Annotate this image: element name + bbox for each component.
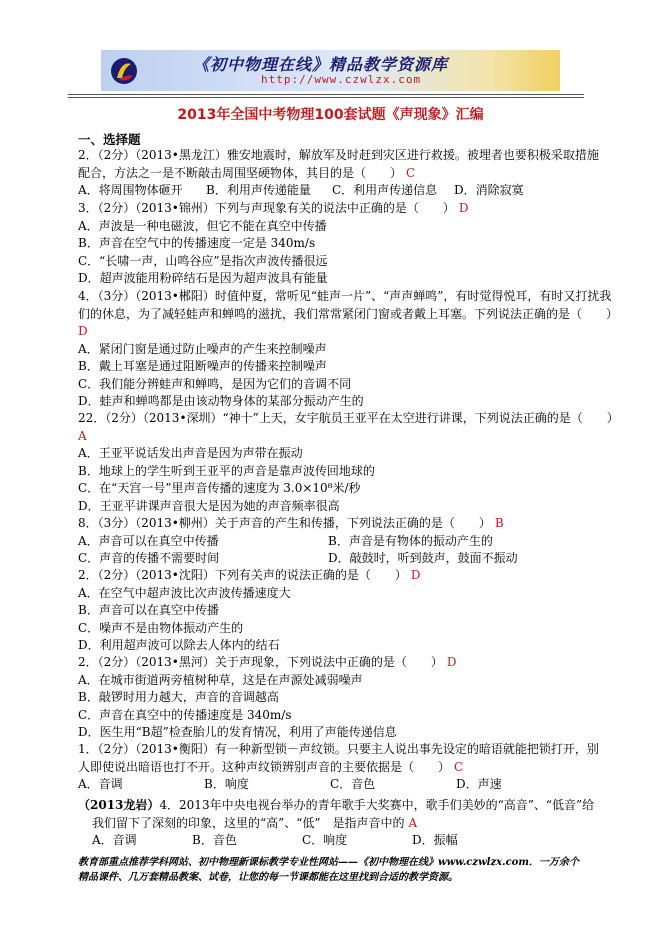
- option-b: B．戴上耳塞是通过阻断噪声的传播来控制噪声: [78, 359, 327, 373]
- banner-url: http://www.czwlzx.com: [261, 73, 422, 86]
- option-d: D．声速: [456, 777, 502, 791]
- header-rule-top: [68, 94, 584, 95]
- option-b: B．音色: [192, 833, 237, 847]
- option-a: A．在空气中超声波比次声波传播速度大: [78, 585, 291, 600]
- footer-note: 教育部重点推荐学科网站、初中物理新课标教学专业性网站——《初中物理在线》www.czwlzx.com．一万余个精品课件、几万套精品教案、试卷，让您的每一节课都能在这里找到合适的教学资源。: [78, 857, 579, 883]
- question-line: 配合，方法之一是不断敲击周围坚硬物体，其目的是（ ） C: [78, 165, 416, 180]
- question-3: [78, 288, 619, 411]
- option-a: A．将周围物体砸开: [78, 183, 183, 197]
- question-5: [78, 515, 584, 568]
- option-b: B．声音可以在真空中传播: [78, 603, 219, 617]
- option-a: A．王亚平说话发出声音是因为声带在振动: [78, 446, 303, 460]
- option-d: D．蛙声和蝉鸣都是由该动物身体的某部分振动产生的: [78, 394, 364, 408]
- question-4: [78, 410, 619, 515]
- question-line: 2．（2分）（2013•黑龙江）雅安地震时，解放军及时赶到灾区进行救援。被埋者也要积极采取措施: [78, 148, 599, 162]
- section-heading: 一、选择题: [78, 132, 141, 147]
- question-2: [78, 200, 584, 288]
- option-c: C．噪声不是由物体振动产生的: [78, 620, 244, 635]
- option-c: C．音色: [330, 777, 376, 791]
- options-row: [78, 776, 584, 794]
- option-a: A．紧闭门窗是通过防止噪声的产生来控制噪声: [78, 341, 327, 356]
- answer-mark: D: [410, 568, 421, 582]
- question-1: [78, 147, 599, 200]
- option-a: A．音调: [92, 833, 137, 847]
- answer-mark: A: [408, 815, 418, 830]
- question-line: 人即使说出暗语也打不开。这种声纹锁辨别声音的主要依据是（ ） C: [78, 759, 464, 774]
- question-line: 我们留下了深刻的印象，这里的“高”、“低” 是指声音中的 A: [92, 815, 418, 830]
- option-d: D．敲鼓时，听到鼓声，鼓面不振动: [328, 551, 518, 565]
- option-c: C．声音的传播不需要时间: [78, 551, 220, 565]
- site-logo-icon: [109, 56, 139, 86]
- option-b: B．响度: [204, 777, 249, 791]
- question-9: [78, 797, 595, 850]
- option-b: B．敲锣时用力越大，声音的音调越高: [78, 690, 279, 704]
- answer-mark: C: [454, 759, 464, 774]
- option-b: B．声音是有物体的振动产生的: [328, 533, 493, 548]
- option-a: A．音调: [78, 777, 123, 791]
- answer-mark: B: [494, 516, 504, 530]
- question-line: 2．（2分）（2013•沈阳）下列有关声的说法正确的是（ ） D: [78, 568, 421, 582]
- question-8: [78, 741, 599, 794]
- option-a: A．声音可以在真空中传播: [78, 533, 219, 548]
- answer-mark: A: [78, 428, 87, 443]
- question-source: （2013龙岩）: [78, 798, 160, 812]
- options-row: [78, 832, 584, 850]
- option-b: B．利用声传递能量: [206, 183, 311, 197]
- option-d: D．利用超声波可以除去人体内的结石: [78, 638, 280, 652]
- option-a: A．声波是一种电磁波，但它不能在真空中传播: [78, 218, 327, 233]
- option-d: D．振幅: [412, 833, 458, 847]
- question-line: 2．（2分）（2013•黑河）关于声现象，下列说法中正确的是（ ） D: [78, 655, 457, 669]
- answer-mark: D: [458, 201, 469, 215]
- question-line: 们的休息，为了减轻蛙声和蝉鸣的滋扰，我们常常紧闭门窗或者戴上耳塞。下列说法正确的是（ ）: [78, 306, 619, 321]
- option-c: C．利用声传递信息: [332, 183, 438, 197]
- answer-mark: D: [78, 324, 88, 338]
- header-rule-bottom: [68, 97, 584, 98]
- question-7: [78, 654, 584, 742]
- option-b: B．地球上的学生听到王亚平的声音是靠声波传回地球的: [78, 463, 375, 478]
- option-c: C．在“天宫一号”里声音传播的速度为 3.0×10⁸米/秒: [78, 481, 361, 495]
- question-line: 8．（3分）（2013•柳州）关于声音的产生和传播，下列说法正确的是（ ） B: [78, 516, 504, 530]
- answer-mark: D: [446, 655, 457, 669]
- option-c: C．“长啸一声，山鸣谷应”是指次声波传播很远: [78, 253, 328, 268]
- option-c: C．声音在真空中的传播速度是 340m/s: [78, 707, 292, 722]
- option-c: C．我们能分辨蛙声和蝉鸣，是因为它们的音调不同: [78, 376, 352, 391]
- options-row: [78, 533, 584, 551]
- answer-mark: C: [406, 165, 416, 180]
- option-d: D．超声波能用粉碎结石是因为超声波具有能量: [78, 271, 328, 285]
- option-c: C．响度: [302, 833, 348, 847]
- question-line: 22．（2分）（2013•深圳）“神十”上天，女宇航员王亚平在太空进行讲课，下列说法正确的是（ ）: [78, 411, 619, 425]
- question-line: 4．（3分）（2013•郴阳）时值仲夏，常听见“蛙声一片”、“声声蝉鸣”，有时觉得悦耳，有时又打扰我: [78, 289, 612, 303]
- option-d: D．医生用“B超”检查胎儿的发育情况，利用了声能传递信息: [78, 725, 397, 739]
- question-6: [78, 567, 584, 655]
- question-line: （2013龙岩）4．2013年中央电视台举办的青年歌手大奖赛中，歌手们美妙的“高音”、“低音”给: [78, 798, 595, 812]
- option-d: D．王亚平讲课声音很大是因为她的声音频率很高: [78, 498, 340, 513]
- header-banner: [101, 50, 560, 91]
- option-b: B．声音在空气中的传播速度一定是 340m/s: [78, 236, 316, 250]
- banner-title: 《初中物理在线》精品教学资源库: [193, 55, 449, 74]
- question-line: 3．（2分）（2013•锦州）下列与声现象有关的说法中正确的是（ ） D: [78, 201, 469, 215]
- document-title: 2013年全国中考物理100套试题《声现象》汇编: [177, 107, 484, 123]
- options-row: [78, 182, 584, 200]
- option-a: A．在城市街道两旁植树种草，这是在声源处减弱噪声: [78, 672, 363, 687]
- options-row: [78, 550, 584, 568]
- question-line: 1．（2分）（2013•衡阳）有一种新型锁－声纹锁。只要主人说出事先设定的暗语就能把锁打开，别: [78, 742, 599, 756]
- option-d: D．消除寂寞: [454, 183, 524, 197]
